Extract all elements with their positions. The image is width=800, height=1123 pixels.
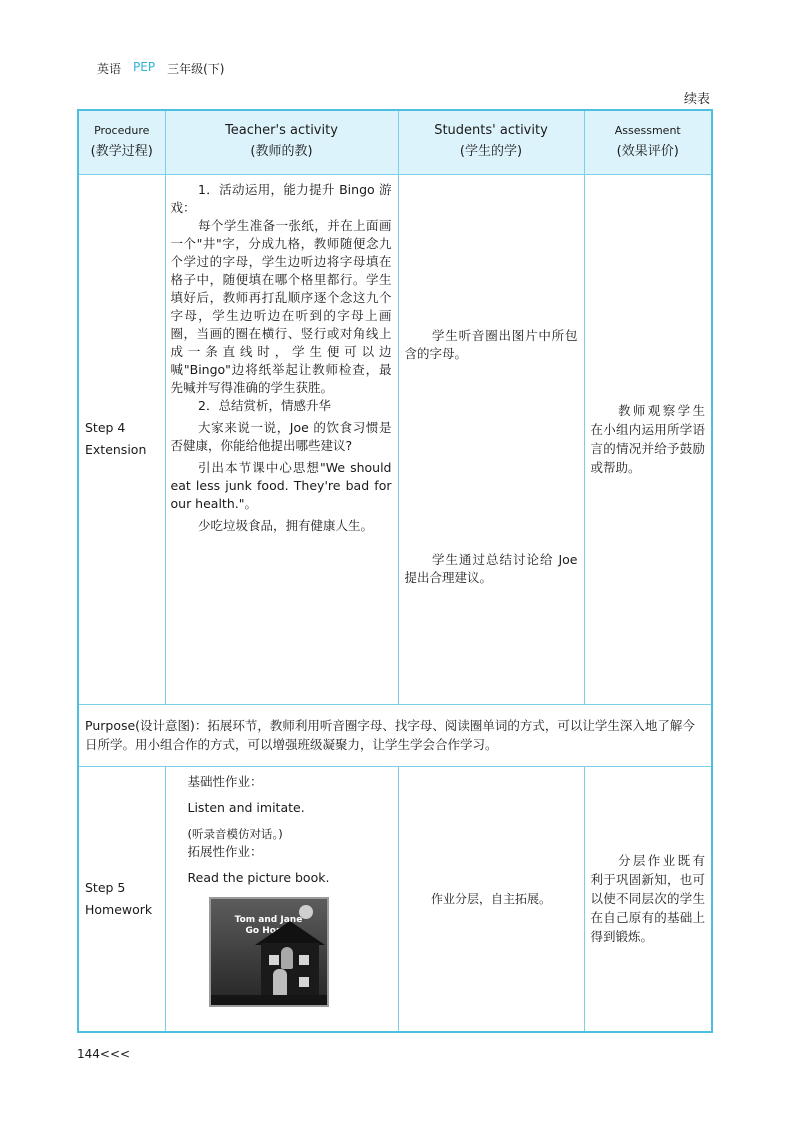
continued-label: 续表 bbox=[683, 92, 710, 107]
step4-students-activity bbox=[398, 174, 584, 704]
header-students-en: Students' activity bbox=[434, 123, 548, 139]
step4-central-idea: 引出本节课中心思想"We should eat less junk food. They're bad for our health."。 bbox=[170, 459, 392, 511]
header-students-cn: (学生的学) bbox=[459, 144, 523, 160]
step5-teacher-activity bbox=[165, 766, 398, 1032]
character-figure bbox=[281, 947, 293, 969]
step4-activity1-title: 1．活动运用，能力提升 Bingo 游戏： bbox=[170, 181, 392, 215]
header-teacher-en: Teacher's activity bbox=[225, 123, 338, 139]
step4-assessment-text: 教师观察学生在小组内运用所学语言的情况并给予鼓励或帮助。 bbox=[590, 403, 705, 475]
extended-homework-label: 拓展性作业： bbox=[187, 843, 263, 859]
house-window bbox=[299, 955, 309, 965]
table-row-step4 bbox=[78, 174, 712, 704]
step4-number: Step 4 bbox=[85, 420, 126, 435]
house-roof bbox=[255, 921, 325, 945]
header-assessment bbox=[584, 110, 712, 174]
step4-student-line1: 学生听音圈出图片中所包含的字母。 bbox=[404, 327, 578, 361]
step4-procedure bbox=[78, 174, 165, 704]
step4-teacher-activity bbox=[165, 174, 398, 704]
step5-procedure bbox=[78, 766, 165, 1032]
table-row-step5 bbox=[78, 766, 712, 1032]
header-assessment-cn: (效果评价) bbox=[616, 144, 679, 160]
header-procedure-cn: (教学过程) bbox=[90, 144, 153, 160]
step4-closing-line: 少吃垃圾食品，拥有健康人生。 bbox=[198, 517, 374, 533]
step5-assessment-text: 分层作业既有利于巩固新知，也可以使不同层次的学生在自己原有的基础上得到锻炼。 bbox=[590, 853, 705, 945]
lesson-plan-table bbox=[77, 109, 713, 1033]
basic-homework-note: (听录音模仿对话。) bbox=[187, 826, 283, 841]
table-row-purpose bbox=[78, 704, 712, 766]
purpose-text: Purpose(设计意图)：拓展环节，教师利用听音圈字母、找字母、阅读圈单词的方式，可以让学生深入地了解今日所学。用小组合作的方式，可以增强班级凝聚力，让学生学会合作学习。 bbox=[78, 704, 712, 766]
subject-label: 英语 bbox=[97, 62, 122, 76]
step4-name: Extension bbox=[85, 442, 147, 457]
edition-label: PEP bbox=[133, 60, 156, 74]
running-head bbox=[97, 60, 224, 77]
step4-student-line2: 学生通过总结讨论给 Joe 提出合理建议。 bbox=[404, 551, 578, 585]
header-assessment-en: Assessment bbox=[614, 124, 681, 138]
picture-book-title-line2: Go Home bbox=[245, 925, 292, 936]
grade-label: 三年级(下) bbox=[167, 62, 225, 76]
basic-homework-task: Listen and imitate. bbox=[187, 799, 305, 815]
step4-activity2-title: 2．总结赏析，情感升华 bbox=[198, 397, 331, 413]
picture-book-cover bbox=[209, 897, 329, 1007]
step5-students-activity: 作业分层，自主拓展。 bbox=[398, 766, 584, 1032]
step4-activity1-body: 每个学生准备一张纸，并在上面画一个"井"字，分成九格，教师随便念九个学过的字母，学生边听边将字母填在格子中，随便填在哪个格里都行。学生填好后，教师再打乱顺序逐个念这九个字母，学生边听边在听到的字母上画圈，当画的圈在横行、竖行或对角线上成一条直线时，学生便可以边喊"Bingo"边将纸举起让教师检查，最先喊并写得准确的学生获胜。 bbox=[170, 217, 392, 395]
header-students bbox=[398, 110, 584, 174]
header-teacher-cn: (教师的教) bbox=[250, 144, 313, 160]
extended-homework-task: Read the picture book. bbox=[187, 869, 330, 885]
house-window bbox=[269, 955, 279, 965]
picture-book-title-line1: Tom and Jane bbox=[234, 914, 303, 925]
page-number: 144<<< bbox=[77, 1047, 131, 1061]
step4-assessment bbox=[584, 174, 712, 704]
basic-homework-label: 基础性作业： bbox=[187, 773, 263, 789]
ground bbox=[211, 995, 327, 1005]
step4-activity2-body: 大家来说一说，Joe 的饮食习惯是否健康，你能给他提出哪些建议? bbox=[170, 419, 392, 453]
header-teacher bbox=[165, 110, 398, 174]
table-header-row bbox=[78, 110, 712, 174]
step5-assessment bbox=[584, 766, 712, 1032]
header-procedure-en: Procedure bbox=[94, 124, 150, 138]
step5-name: Homework bbox=[85, 901, 153, 917]
house-window bbox=[299, 977, 309, 987]
step5-number: Step 5 bbox=[85, 879, 126, 895]
header-procedure bbox=[78, 110, 165, 174]
